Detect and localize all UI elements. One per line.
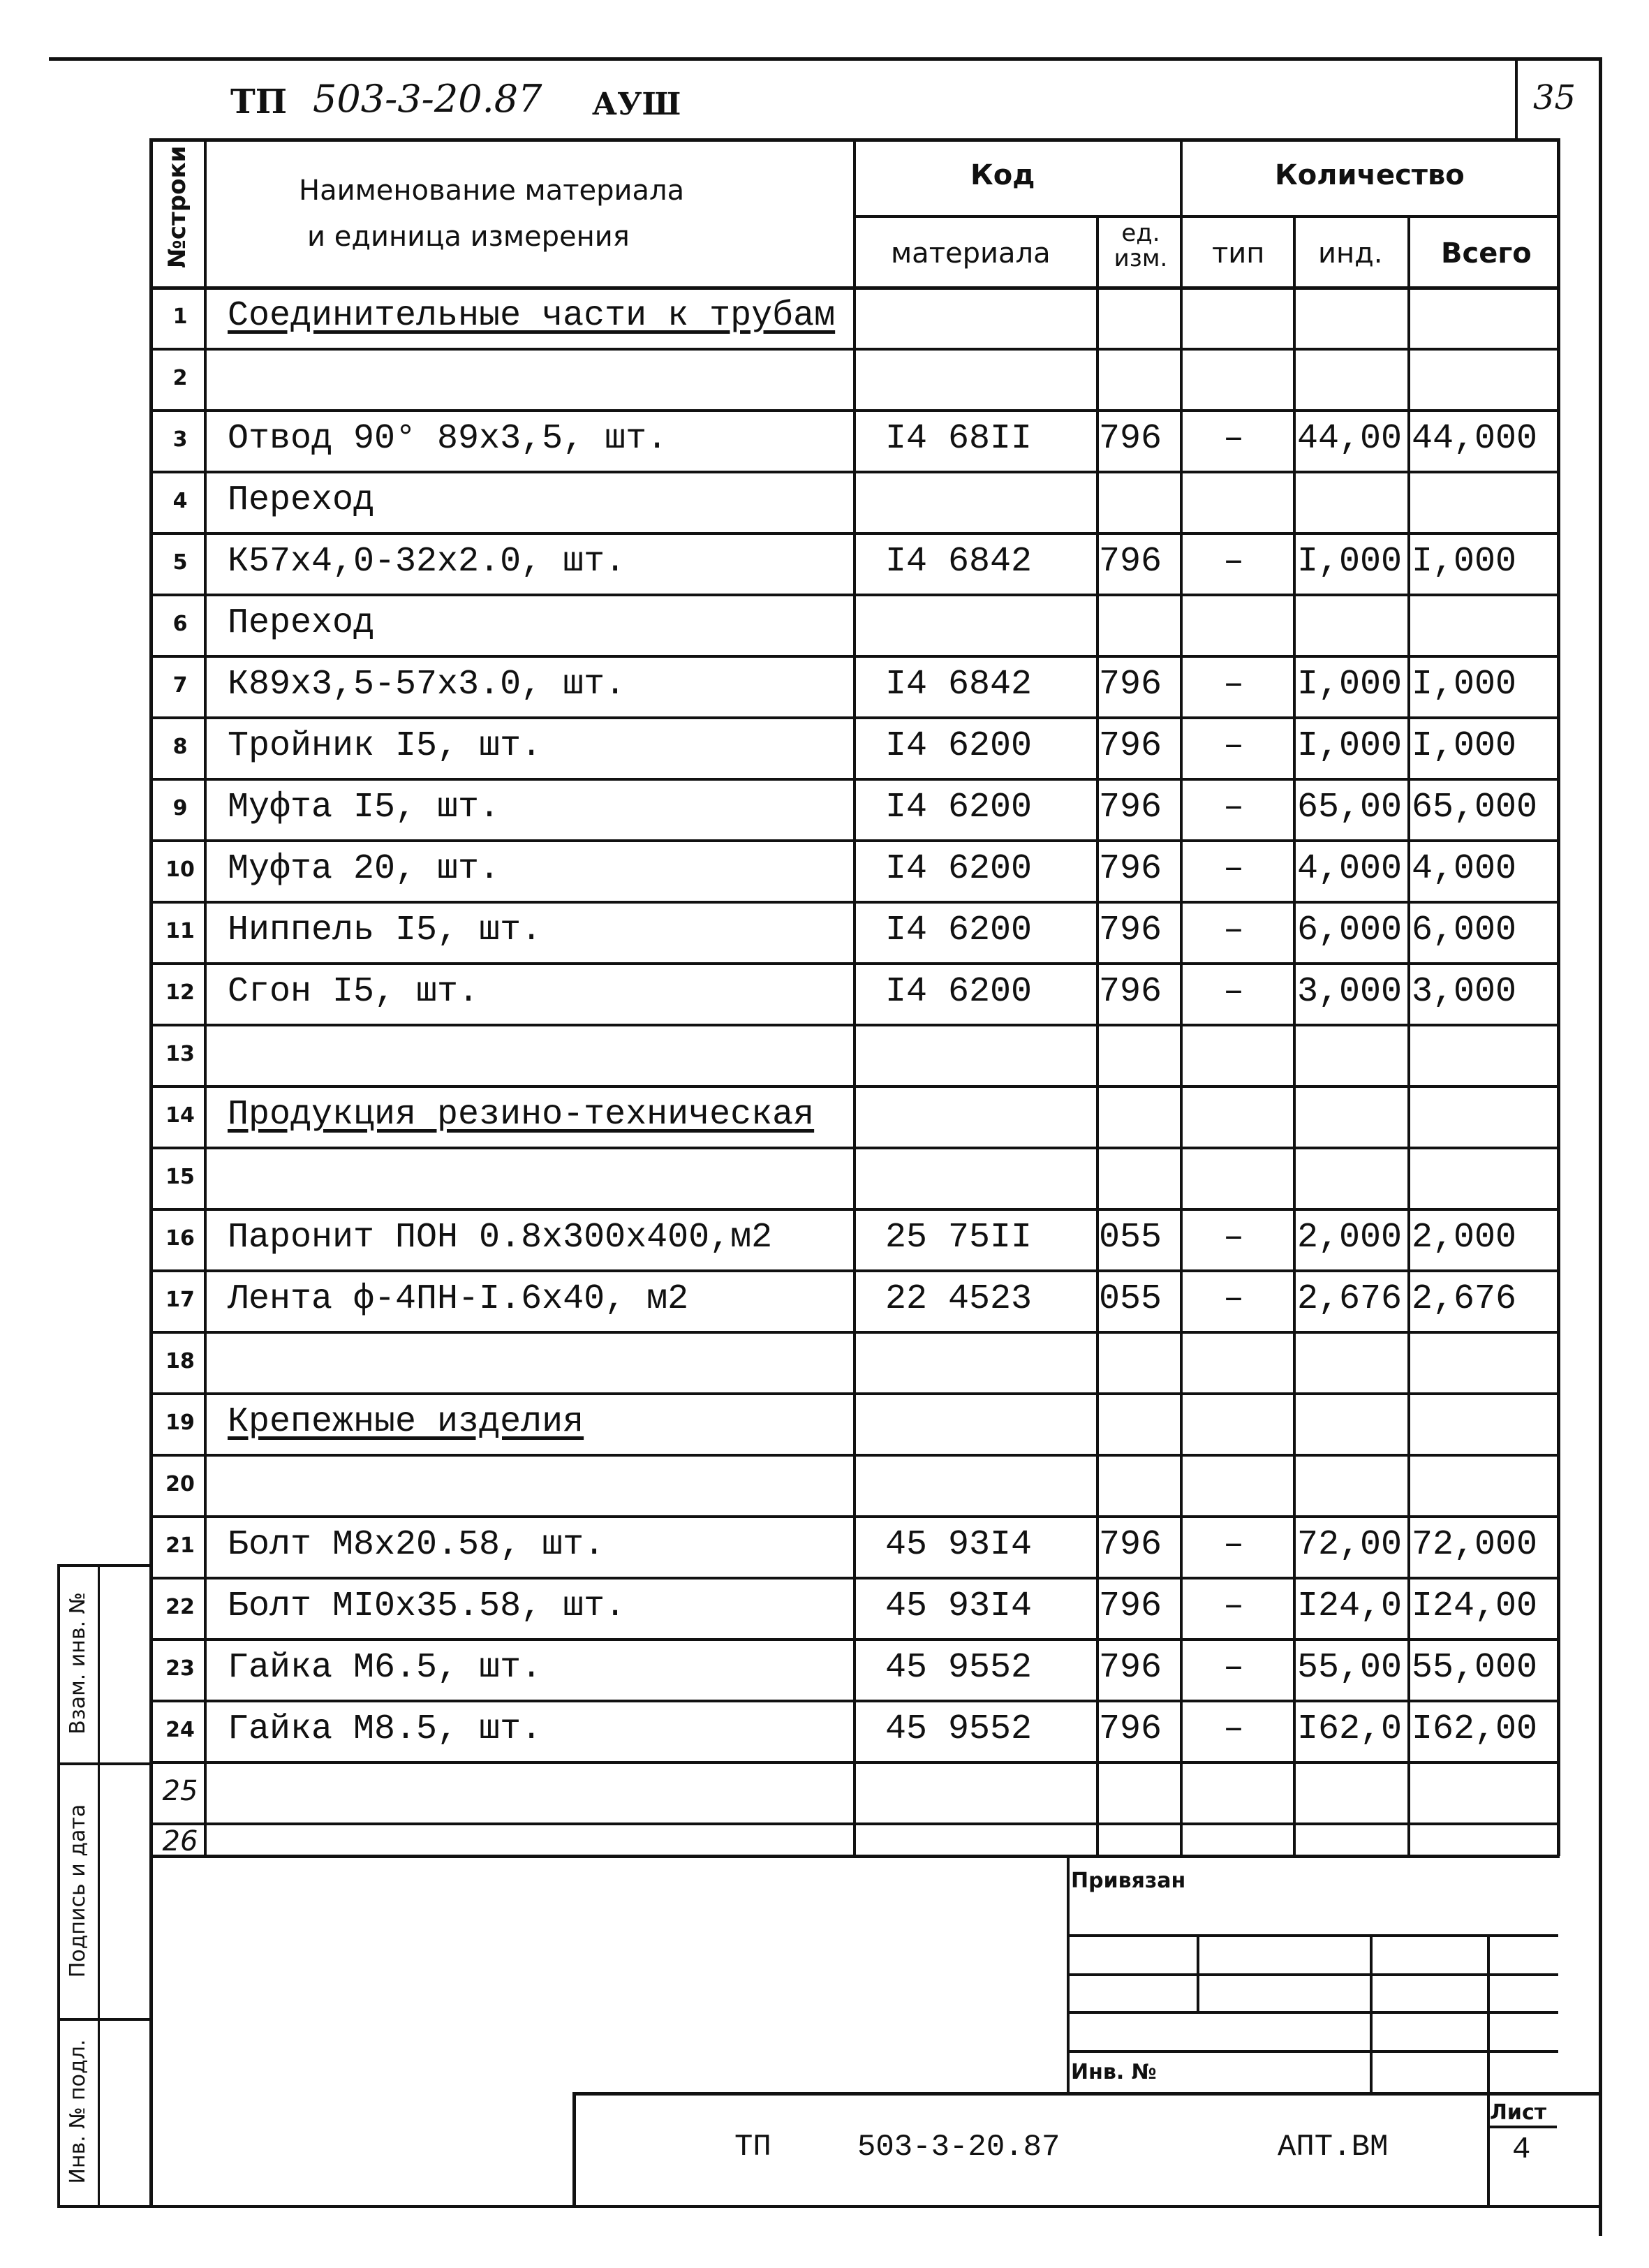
doc-label: ТП <box>230 82 288 122</box>
qty-type: – <box>1223 419 1245 459</box>
qty-total: I62,00 <box>1412 1709 1538 1749</box>
qty-total: I,000 <box>1412 542 1517 582</box>
side-stamp-vzam: Взам. инв. № <box>66 1592 90 1735</box>
row-number: 15 <box>165 1165 195 1189</box>
qty-type: – <box>1223 911 1245 950</box>
footer-doc-code: АПТ.ВМ <box>1278 2130 1389 2165</box>
qty-total: 2,000 <box>1412 1218 1517 1258</box>
qty-ind: I,000 <box>1297 726 1403 766</box>
material-code: I4 6200 <box>885 726 1033 766</box>
qty-total: 6,000 <box>1412 911 1517 950</box>
row-number: 18 <box>165 1349 195 1374</box>
qty-total: 65,000 <box>1412 788 1538 827</box>
album-label: АУШ <box>592 87 681 122</box>
row-number: 22 <box>165 1595 195 1619</box>
material-name: Болт МI0x35.58, шт. <box>228 1586 626 1626</box>
qty-type: – <box>1223 788 1245 827</box>
footer-doc-number: 503-3-20.87 <box>857 2130 1060 2165</box>
unit-code: 796 <box>1099 849 1162 889</box>
qty-type: – <box>1223 1648 1245 1688</box>
material-code: I4 6200 <box>885 849 1033 889</box>
qty-ind: 2,676 <box>1297 1279 1403 1319</box>
qty-ind: I,000 <box>1297 665 1403 705</box>
row-number: 16 <box>165 1226 195 1251</box>
sheet-number: 35 <box>1533 78 1576 117</box>
row-number: 20 <box>165 1472 195 1496</box>
qty-total: 4,000 <box>1412 849 1517 889</box>
qty-total: 55,000 <box>1412 1648 1538 1688</box>
material-name: К89x3,5-57x3.0, шт. <box>228 665 626 705</box>
row-number: 17 <box>165 1288 195 1312</box>
qty-type: – <box>1223 726 1245 766</box>
qty-ind-header: инд. <box>1318 237 1383 270</box>
qty-type: – <box>1223 665 1245 705</box>
row-number: 3 <box>172 427 188 452</box>
qty-ind: 3,000 <box>1297 972 1403 1012</box>
row-number: 4 <box>172 489 188 513</box>
row-number-header: №строки <box>163 145 191 268</box>
row-number: 10 <box>165 857 195 882</box>
material-name: Сгон I5, шт. <box>228 972 480 1012</box>
qty-type: – <box>1223 1525 1245 1565</box>
code-material-header: материала <box>891 237 1051 270</box>
qty-type-header: тип <box>1212 237 1265 270</box>
material-code: I4 6200 <box>885 972 1033 1012</box>
material-name: Переход <box>228 480 375 520</box>
row-number: 12 <box>165 980 195 1005</box>
qty-group-header: Количество <box>1275 159 1465 191</box>
name-header-line2: и единица измерения <box>307 221 630 253</box>
unit-code: 796 <box>1099 419 1162 459</box>
section-heading: Продукция резино-техническая <box>228 1095 815 1135</box>
material-code: 22 4523 <box>885 1279 1033 1319</box>
unit-code: 796 <box>1099 1709 1162 1749</box>
qty-ind: I62,0 <box>1297 1709 1403 1749</box>
section-heading: Крепежные изделия <box>228 1402 584 1442</box>
side-stamp-inv-podl: Инв. № подл. <box>66 2039 90 2184</box>
qty-total: I24,00 <box>1412 1586 1538 1626</box>
material-name: К57x4,0-32x2.0, шт. <box>228 542 626 582</box>
material-name: Отвод 90° 89x3,5, шт. <box>228 419 668 459</box>
qty-type: – <box>1223 972 1245 1012</box>
qty-ind: 4,000 <box>1297 849 1403 889</box>
row-number: 14 <box>165 1103 195 1128</box>
privyazan-label: Привязан <box>1071 1869 1186 1893</box>
unit-code: 796 <box>1099 542 1162 582</box>
qty-ind: I,000 <box>1297 542 1403 582</box>
qty-type: – <box>1223 1279 1245 1319</box>
row-number: 8 <box>172 735 188 759</box>
unit-code: 796 <box>1099 1525 1162 1565</box>
material-name: Тройник I5, шт. <box>228 726 542 766</box>
unit-code: 055 <box>1099 1218 1162 1258</box>
qty-type: – <box>1223 849 1245 889</box>
row-number: 1 <box>172 304 188 329</box>
qty-ind: 2,000 <box>1297 1218 1403 1258</box>
material-name: Гайка М6.5, шт. <box>228 1648 542 1688</box>
sheet-value: 4 <box>1512 2133 1531 2167</box>
row-number: 24 <box>165 1718 195 1742</box>
material-name: Ниппель I5, шт. <box>228 911 542 950</box>
code-unit-header: ед. изм. <box>1114 219 1168 272</box>
sheet-label: Лист <box>1490 2100 1547 2125</box>
material-code: 45 93I4 <box>885 1525 1033 1565</box>
unit-code: 796 <box>1099 788 1162 827</box>
qty-ind: 44,00 <box>1297 419 1403 459</box>
row-number: 5 <box>172 550 188 575</box>
qty-total: 72,000 <box>1412 1525 1538 1565</box>
material-code: I4 68II <box>885 419 1033 459</box>
material-name: Лента ф-4ПН-I.6x40, м2 <box>228 1279 689 1319</box>
row-number: 23 <box>165 1656 195 1681</box>
row-number: 13 <box>165 1042 195 1066</box>
row-number: 9 <box>172 796 188 820</box>
qty-type: – <box>1223 1218 1245 1258</box>
material-code: I4 6200 <box>885 788 1033 827</box>
unit-code: 055 <box>1099 1279 1162 1319</box>
qty-type: – <box>1223 1586 1245 1626</box>
row-number: 25 <box>162 1775 198 1807</box>
row-number: 26 <box>162 1825 198 1857</box>
qty-total: 44,000 <box>1412 419 1538 459</box>
row-number: 19 <box>165 1411 195 1435</box>
doc-number: 503-3-20.87 <box>313 77 542 121</box>
qty-total: I,000 <box>1412 726 1517 766</box>
qty-ind: 65,00 <box>1297 788 1403 827</box>
unit-code: 796 <box>1099 665 1162 705</box>
sheet-box-divider <box>1515 57 1518 138</box>
material-code: 45 93I4 <box>885 1586 1033 1626</box>
qty-total: I,000 <box>1412 665 1517 705</box>
footer-tp: ТП <box>734 2130 771 2165</box>
side-strip-left-line <box>57 1564 60 2207</box>
section-heading: Соединительные части к трубам <box>228 296 836 336</box>
qty-total-header: Всего <box>1441 237 1532 270</box>
material-name: Муфта 20, шт. <box>228 849 501 889</box>
page-top-line <box>49 57 1599 61</box>
side-stamp-podpis: Подпись и дата <box>66 1804 90 1978</box>
qty-ind: 6,000 <box>1297 911 1403 950</box>
qty-ind: I24,0 <box>1297 1586 1403 1626</box>
material-name: Переход <box>228 603 375 643</box>
row-number: 21 <box>165 1533 195 1558</box>
unit-code: 796 <box>1099 726 1162 766</box>
unit-code: 796 <box>1099 1648 1162 1688</box>
name-header-line1: Наименование материала <box>299 175 685 207</box>
inv-no-label: Инв. № <box>1071 2060 1157 2084</box>
unit-code: 796 <box>1099 911 1162 950</box>
material-code: I4 6200 <box>885 911 1033 950</box>
row-number: 11 <box>165 919 195 943</box>
row-number: 2 <box>172 366 188 390</box>
qty-ind: 55,00 <box>1297 1648 1403 1688</box>
material-code: I4 6842 <box>885 542 1033 582</box>
material-code: 45 9552 <box>885 1709 1033 1749</box>
unit-code: 796 <box>1099 1586 1162 1626</box>
code-group-header: Код <box>970 159 1035 191</box>
row-number: 7 <box>172 673 188 698</box>
material-name: Гайка М8.5, шт. <box>228 1709 542 1749</box>
material-code: 45 9552 <box>885 1648 1033 1688</box>
qty-type: – <box>1223 1709 1245 1749</box>
row-number: 6 <box>172 612 188 636</box>
material-code: I4 6842 <box>885 665 1033 705</box>
material-name: Паронит ПОН 0.8x300x400,м2 <box>228 1218 773 1258</box>
qty-total: 2,676 <box>1412 1279 1517 1319</box>
qty-type: – <box>1223 542 1245 582</box>
material-code: 25 75II <box>885 1218 1033 1258</box>
unit-code: 796 <box>1099 972 1162 1012</box>
material-name: Муфта I5, шт. <box>228 788 501 827</box>
qty-ind: 72,00 <box>1297 1525 1403 1565</box>
page-right-line <box>1599 57 1602 2236</box>
qty-total: 3,000 <box>1412 972 1517 1012</box>
material-name: Болт М8x20.58, шт. <box>228 1525 605 1565</box>
